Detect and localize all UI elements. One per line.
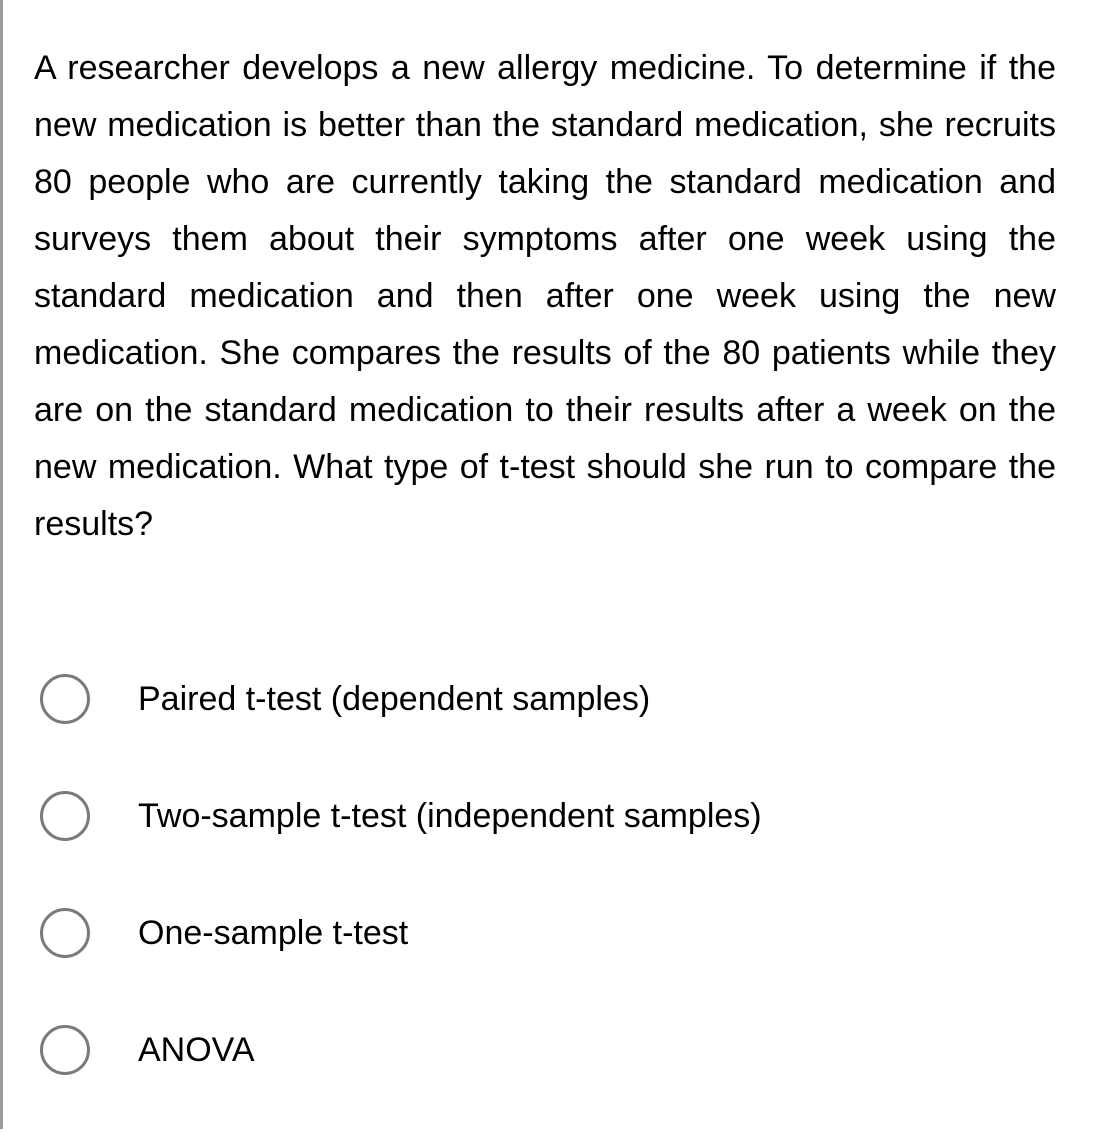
option-two-sample-t-test[interactable]: [40, 785, 1040, 847]
question-text: A researcher develops a new allergy medicine. To determine if the new medication is better than the standard medication, she recruits 80 people who are currently taking the standard medication and surveys them about their symptoms after one week using the standard medication and then after one week using the new medication. She compares the results of the 80 patients while they are on the standard medication to their results after a week on the new medication. What type of t-test should she run to compare the results?: [34, 49, 1056, 543]
radio-unchecked-icon[interactable]: [40, 674, 90, 724]
answer-options: [40, 668, 1040, 1136]
option-label: ANOVA: [138, 1031, 255, 1069]
option-label: Two-sample t-test (independent samples): [138, 797, 762, 835]
radio-unchecked-icon[interactable]: [40, 908, 90, 958]
radio-unchecked-icon[interactable]: [40, 791, 90, 841]
option-one-sample-t-test[interactable]: [40, 902, 1040, 964]
option-paired-t-test[interactable]: [40, 668, 1040, 730]
left-border-rule: [0, 0, 3, 1129]
option-label: Paired t-test (dependent samples): [138, 680, 651, 718]
radio-unchecked-icon[interactable]: [40, 1025, 90, 1075]
option-anova[interactable]: [40, 1019, 1040, 1081]
option-label: One-sample t-test: [138, 914, 409, 952]
